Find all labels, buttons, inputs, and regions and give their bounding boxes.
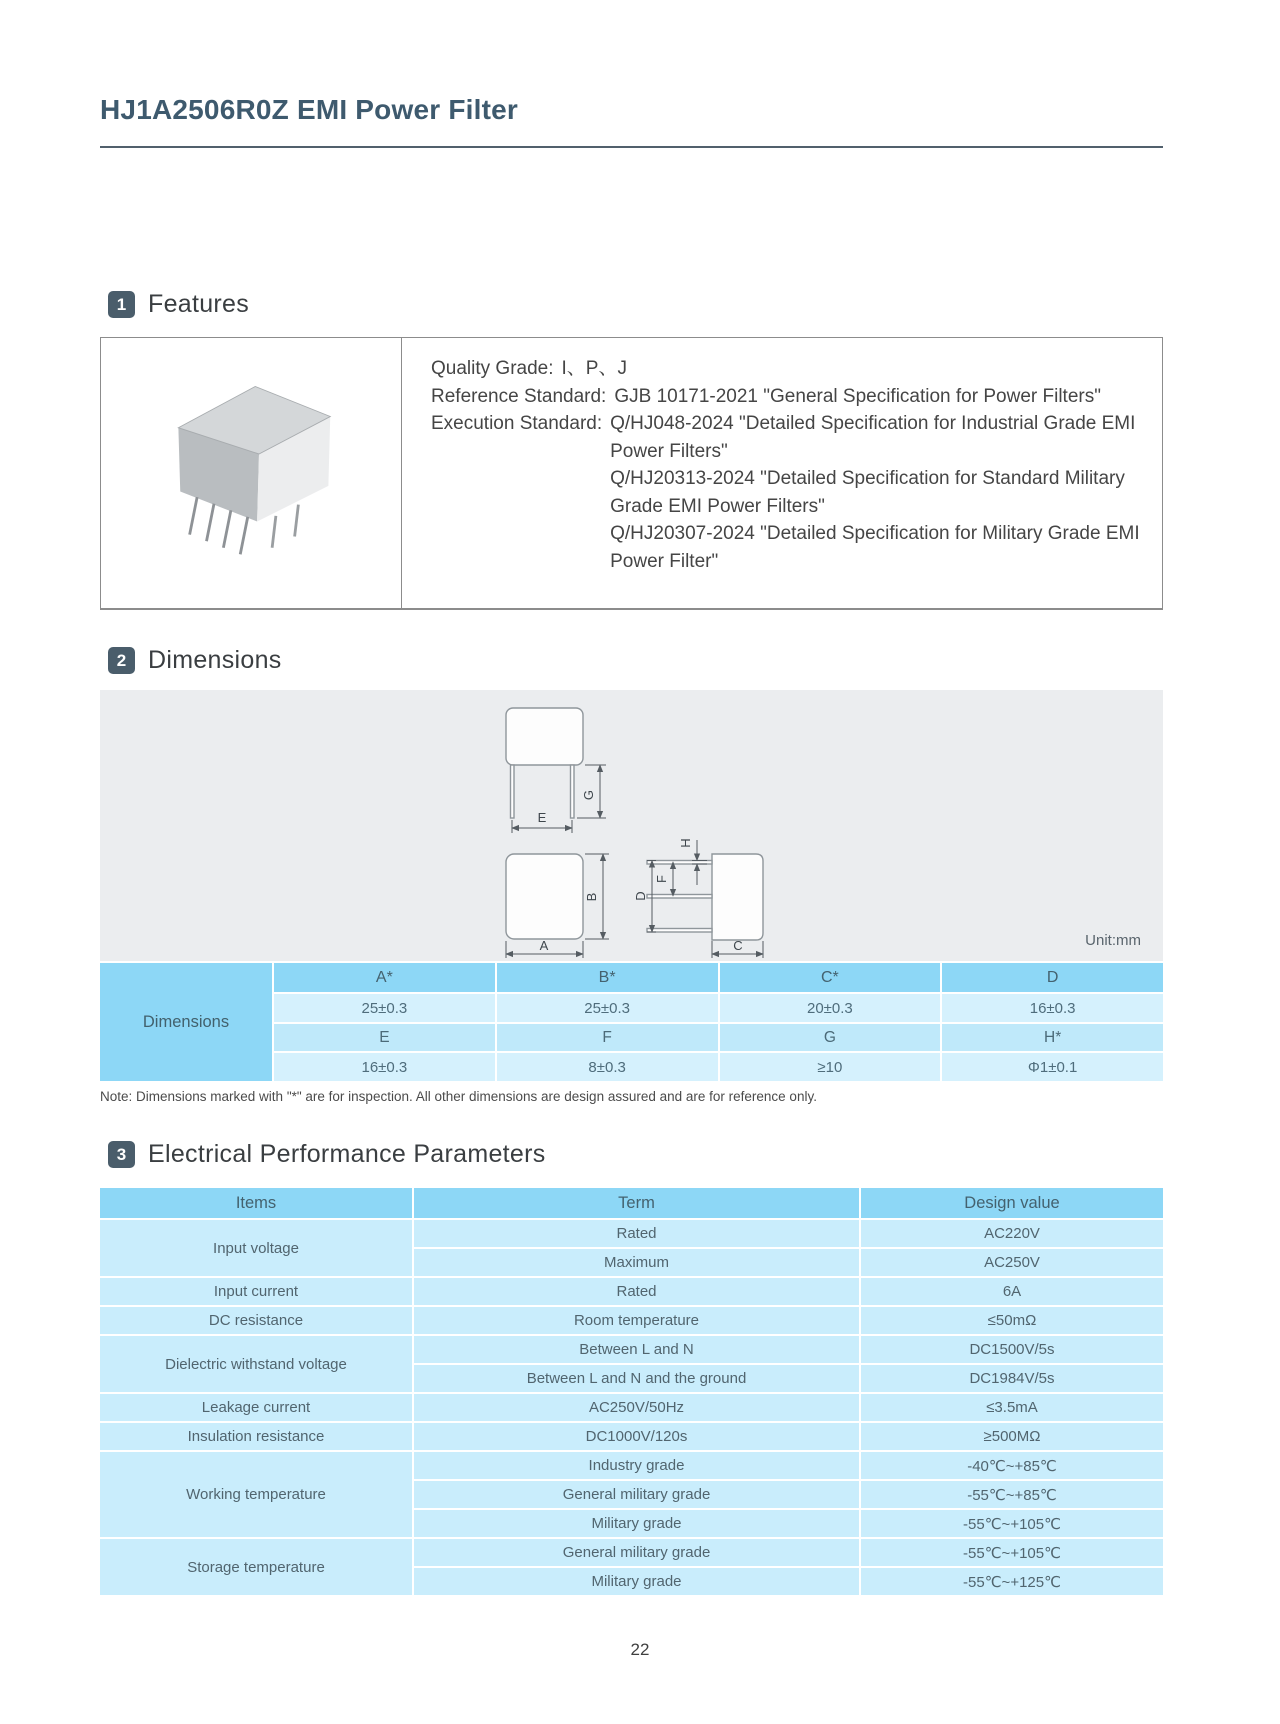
- value-cell: -55℃~+85℃: [861, 1481, 1163, 1508]
- electrical-performance-table: [100, 1188, 1163, 1595]
- term-cell: AC250V/50Hz: [414, 1394, 859, 1421]
- col-header-design-value: Design value: [861, 1188, 1163, 1218]
- dims-value-cell: Φ1±0.1: [942, 1053, 1163, 1081]
- execution-standard-value-1: Q/HJ048-2024 "Detailed Specification for Industrial Grade EMI Power Filters": [610, 413, 1136, 462]
- section-number-badge: 2: [108, 647, 135, 674]
- dim-label-d: D: [633, 891, 648, 901]
- col-header-term: Term: [414, 1188, 859, 1218]
- value-cell: ≥500MΩ: [861, 1423, 1163, 1450]
- value-cell: AC250V: [861, 1249, 1163, 1276]
- term-cell: Industry grade: [414, 1452, 859, 1479]
- term-cell: General military grade: [414, 1481, 859, 1508]
- item-cell: Working temperature: [100, 1452, 412, 1537]
- section-number-badge: 3: [108, 1141, 135, 1168]
- dim-label-c: C: [733, 938, 743, 953]
- term-cell: Rated: [414, 1220, 859, 1247]
- value-cell: ≤3.5mA: [861, 1394, 1163, 1421]
- dims-value-cell: 16±0.3: [942, 994, 1163, 1022]
- section-heading-dimensions: [108, 646, 282, 675]
- dim-label-h: H: [678, 838, 693, 848]
- value-cell: -55℃~+105℃: [861, 1510, 1163, 1537]
- dimensions-table: [100, 963, 1163, 1081]
- item-cell: Storage temperature: [100, 1539, 412, 1595]
- page-number: 22: [630, 1640, 650, 1659]
- page-title: HJ1A2506R0Z EMI Power Filter: [100, 94, 518, 125]
- term-cell: Rated: [414, 1278, 859, 1305]
- dims-value-cell: 25±0.3: [497, 994, 718, 1022]
- dimension-drawings: [100, 690, 1163, 961]
- reference-standard-value: GJB 10171-2021 "General Specification for Power Filters": [614, 385, 1101, 407]
- dim-label-f: F: [654, 875, 669, 883]
- quality-grade-value: I、P、J: [561, 358, 627, 379]
- value-cell: ≤50mΩ: [861, 1307, 1163, 1334]
- term-cell: General military grade: [414, 1539, 859, 1566]
- item-cell: Input voltage: [100, 1220, 412, 1276]
- dims-col-header: E: [274, 1024, 495, 1051]
- quality-grade-row: [431, 355, 1146, 383]
- term-cell: DC1000V/120s: [414, 1423, 859, 1450]
- dims-value-cell: ≥10: [720, 1053, 941, 1081]
- dim-label-e: E: [537, 810, 547, 825]
- dims-value-cell: 16±0.3: [274, 1053, 495, 1081]
- dims-value-cell: 25±0.3: [274, 994, 495, 1022]
- section-heading-features: [108, 290, 249, 319]
- dims-value-cell: 20±0.3: [720, 994, 941, 1022]
- features-box: [100, 337, 1163, 610]
- execution-standard-value-3: Q/HJ20307-2024 "Detailed Specification for Military Grade EMI Power Filter": [610, 523, 1140, 572]
- dims-row-header: Dimensions: [100, 963, 272, 1081]
- item-cell: Leakage current: [100, 1394, 412, 1421]
- value-cell: -55℃~+125℃: [861, 1568, 1163, 1595]
- execution-standard-label: Execution Standard:: [431, 413, 603, 434]
- value-cell: 6A: [861, 1278, 1163, 1305]
- term-cell: Room temperature: [414, 1307, 859, 1334]
- term-cell: Military grade: [414, 1568, 859, 1595]
- dims-col-header: F: [497, 1024, 718, 1051]
- dim-label-a: A: [539, 938, 549, 953]
- term-cell: Maximum: [414, 1249, 859, 1276]
- execution-standard-row: [431, 410, 1146, 575]
- section-number-badge: 1: [108, 291, 135, 318]
- features-text: [431, 355, 1146, 575]
- dimensions-diagram-panel: [100, 690, 1163, 961]
- section-title: Features: [148, 290, 250, 318]
- dims-value-cell: 8±0.3: [497, 1053, 718, 1081]
- value-cell: DC1984V/5s: [861, 1365, 1163, 1392]
- features-box-divider: [401, 338, 402, 608]
- col-header-items: Items: [100, 1188, 412, 1218]
- value-cell: AC220V: [861, 1220, 1163, 1247]
- execution-standard-value-2: Q/HJ20313-2024 "Detailed Specification for Standard Military Grade EMI Power Filters": [610, 468, 1125, 517]
- term-cell: Military grade: [414, 1510, 859, 1537]
- value-cell: -55℃~+105℃: [861, 1539, 1163, 1566]
- dims-col-header: A*: [274, 963, 495, 992]
- dim-label-g: G: [581, 789, 596, 801]
- quality-grade-label: Quality Grade:: [431, 358, 554, 379]
- dims-col-header: C*: [720, 963, 941, 992]
- value-cell: -40℃~+85℃: [861, 1452, 1163, 1479]
- dims-col-header: H*: [942, 1024, 1163, 1051]
- section-title: Dimensions: [148, 646, 282, 674]
- term-cell: Between L and N and the ground: [414, 1365, 859, 1392]
- section-title: Electrical Performance Parameters: [148, 1140, 546, 1168]
- item-cell: Dielectric withstand voltage: [100, 1336, 412, 1392]
- dimensions-note: Note: Dimensions marked with "*" are for inspection. All other dimensions are design assured and are for reference only.: [100, 1089, 817, 1104]
- term-cell: Between L and N: [414, 1336, 859, 1363]
- reference-standard-label: Reference Standard:: [431, 385, 607, 407]
- item-cell: DC resistance: [100, 1307, 412, 1334]
- execution-standard-values: [610, 410, 1146, 575]
- item-cell: Input current: [100, 1278, 412, 1305]
- value-cell: DC1500V/5s: [861, 1336, 1163, 1363]
- dim-label-b: B: [584, 892, 599, 902]
- title-underline: [100, 146, 1163, 148]
- unit-label: Unit:mm: [1085, 932, 1141, 949]
- section-heading-electrical: [108, 1140, 546, 1169]
- product-photo: [139, 354, 364, 569]
- dims-col-header: G: [720, 1024, 941, 1051]
- dims-col-header: B*: [497, 963, 718, 992]
- item-cell: Insulation resistance: [100, 1423, 412, 1450]
- reference-standard-row: [431, 383, 1146, 411]
- dims-col-header: D: [942, 963, 1163, 992]
